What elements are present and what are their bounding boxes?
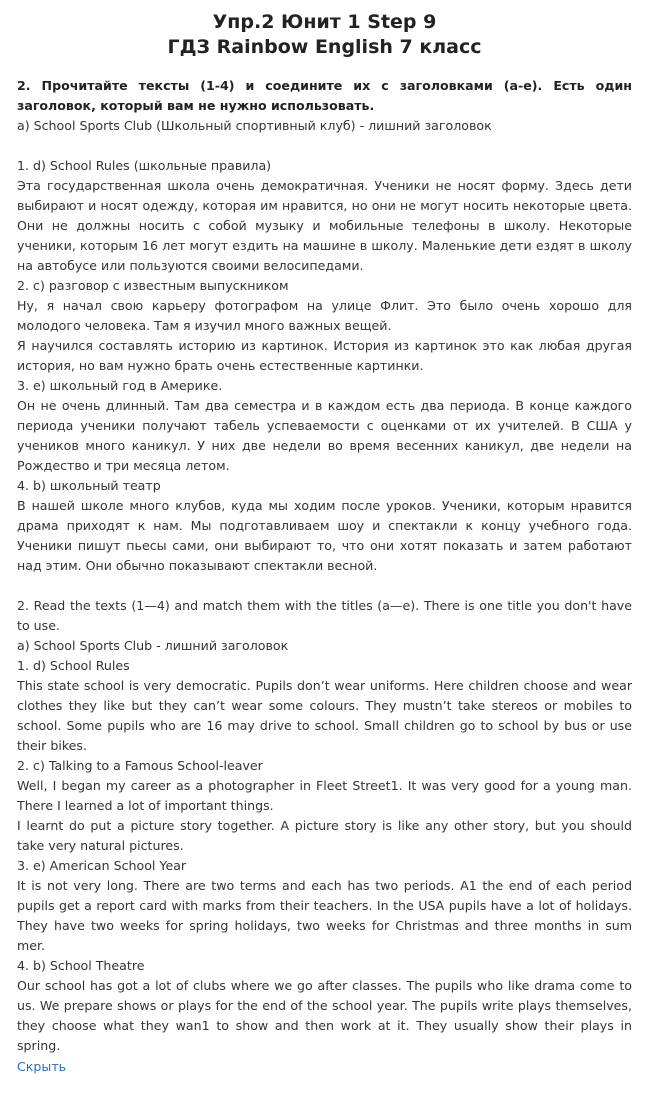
answer-heading-ru-4: 4. b) школьный театр <box>17 478 161 493</box>
answer-text-ru-2a: Ну, я начал свою карьеру фотографом на улице Флит. Это было очень хорошо для молодого человека. Там я изучил много важных вещей. <box>17 298 632 333</box>
task-text-en: 2. Read the texts (1—4) and match them with the titles (a—e). There is one title you don't have to use. <box>17 598 632 633</box>
answer-heading-en-2: 2. c) Talking to a Famous School-leaver <box>17 758 263 773</box>
english-section <box>17 596 632 1056</box>
answer-text-en-2b: I learnt do put a picture story together. A picture story is like any other story, but you should take very natural pictures. <box>17 818 632 853</box>
answer-text-ru-3: Он не очень длинный. Там два семестра и в каждом есть два периода. В конце каждого периода ученики получают табель успеваемости с оценками от их учителей. В США у учеников много каникул. У них две недели во время весенних каникул, две недели на Рождество и три месяца летом. <box>17 398 632 473</box>
answer-heading-en-4: 4. b) School Theatre <box>17 958 145 973</box>
page-title <box>17 10 632 60</box>
spacer <box>17 576 632 596</box>
spacer <box>17 136 632 156</box>
answer-text-en-2a: Well, I began my career as a photographer in Fleet Street1. It was very good for a young man. There I learned a lot of important things. <box>17 778 632 813</box>
extra-title-en: a) School Sports Club - лишний заголовок <box>17 638 289 653</box>
russian-section <box>17 76 632 576</box>
hide-link[interactable]: Скрыть <box>17 1059 67 1074</box>
extra-title-ru: a) School Sports Club (Школьный спортивный клуб) - лишний заголовок <box>17 118 492 133</box>
answer-text-en-4: Our school has got a lot of clubs where we go after classes. The pupils who like drama come to us. We prepare shows or plays for the end of the school year. The pupils write plays themselves, they choose what they wan1 to show and then work at it. They usually show their plays in spring. <box>17 978 632 1053</box>
task-text-ru: 2. Прочитайте тексты (1-4) и соедините их с заголовками (а-е). Есть один заголовок, который вам не нужно использовать. <box>17 78 632 113</box>
answer-heading-ru-1: 1. d) School Rules (школьные правила) <box>17 158 272 173</box>
title-line-1: Упр.2 Юнит 1 Step 9 <box>212 11 437 33</box>
answer-text-ru-1: Эта государственная школа очень демократичная. Ученики не носят форму. Здесь дети выбирают и носят одежду, которая им нравится, но они не могут носить некоторые цвета. Они не должны носить с собой музыку и мобильные телефоны в школу. Некоторые ученики, которым 16 лет могут ездить на машине в школу. Маленькие дети ездят в школу на автобусе или пользуются своими велосипедами. <box>17 178 632 273</box>
answer-text-en-1: This state school is very democratic. Pupils don’t wear uniforms. Here children choose and wear clothes they like but they can’t wear some colours. They mustn’t take stereos or mobiles to school. Some pupils who are 16 may drive to school. Small children go to school by bus or use their bikes. <box>17 678 632 753</box>
answer-text-en-3: It is not very long. There are two terms and each has two periods. A1 the end of each period pupils get a report card with marks from their teachers. In the USA pupils have a lot of holidays. They have two weeks for spring holidays, two weeks for Christmas and three months in sum mer. <box>17 878 632 953</box>
answer-heading-ru-3: 3. e) школьный год в Америке. <box>17 378 223 393</box>
answer-heading-ru-2: 2. c) разговор с известным выпускником <box>17 278 289 293</box>
answer-text-ru-2b: Я научился составлять историю из картинок. История из картинок это как любая другая история, но вам нужно брать очень естественные картинки. <box>17 338 632 373</box>
answer-heading-en-1: 1. d) School Rules <box>17 658 130 673</box>
title-line-2: ГДЗ Rainbow English 7 класс <box>167 36 482 58</box>
answer-heading-en-3: 3. e) American School Year <box>17 858 187 873</box>
answer-text-ru-4: В нашей школе много клубов, куда мы ходим после уроков. Ученики, которым нравится драма приходят к нам. Мы подготавливаем шоу и спектакли к концу учебного года. Ученики пишут пьесы сами, они выбирают то, что они хотят показать и затем работают над этим. Они обычно показывают спектакли весной. <box>17 498 632 573</box>
